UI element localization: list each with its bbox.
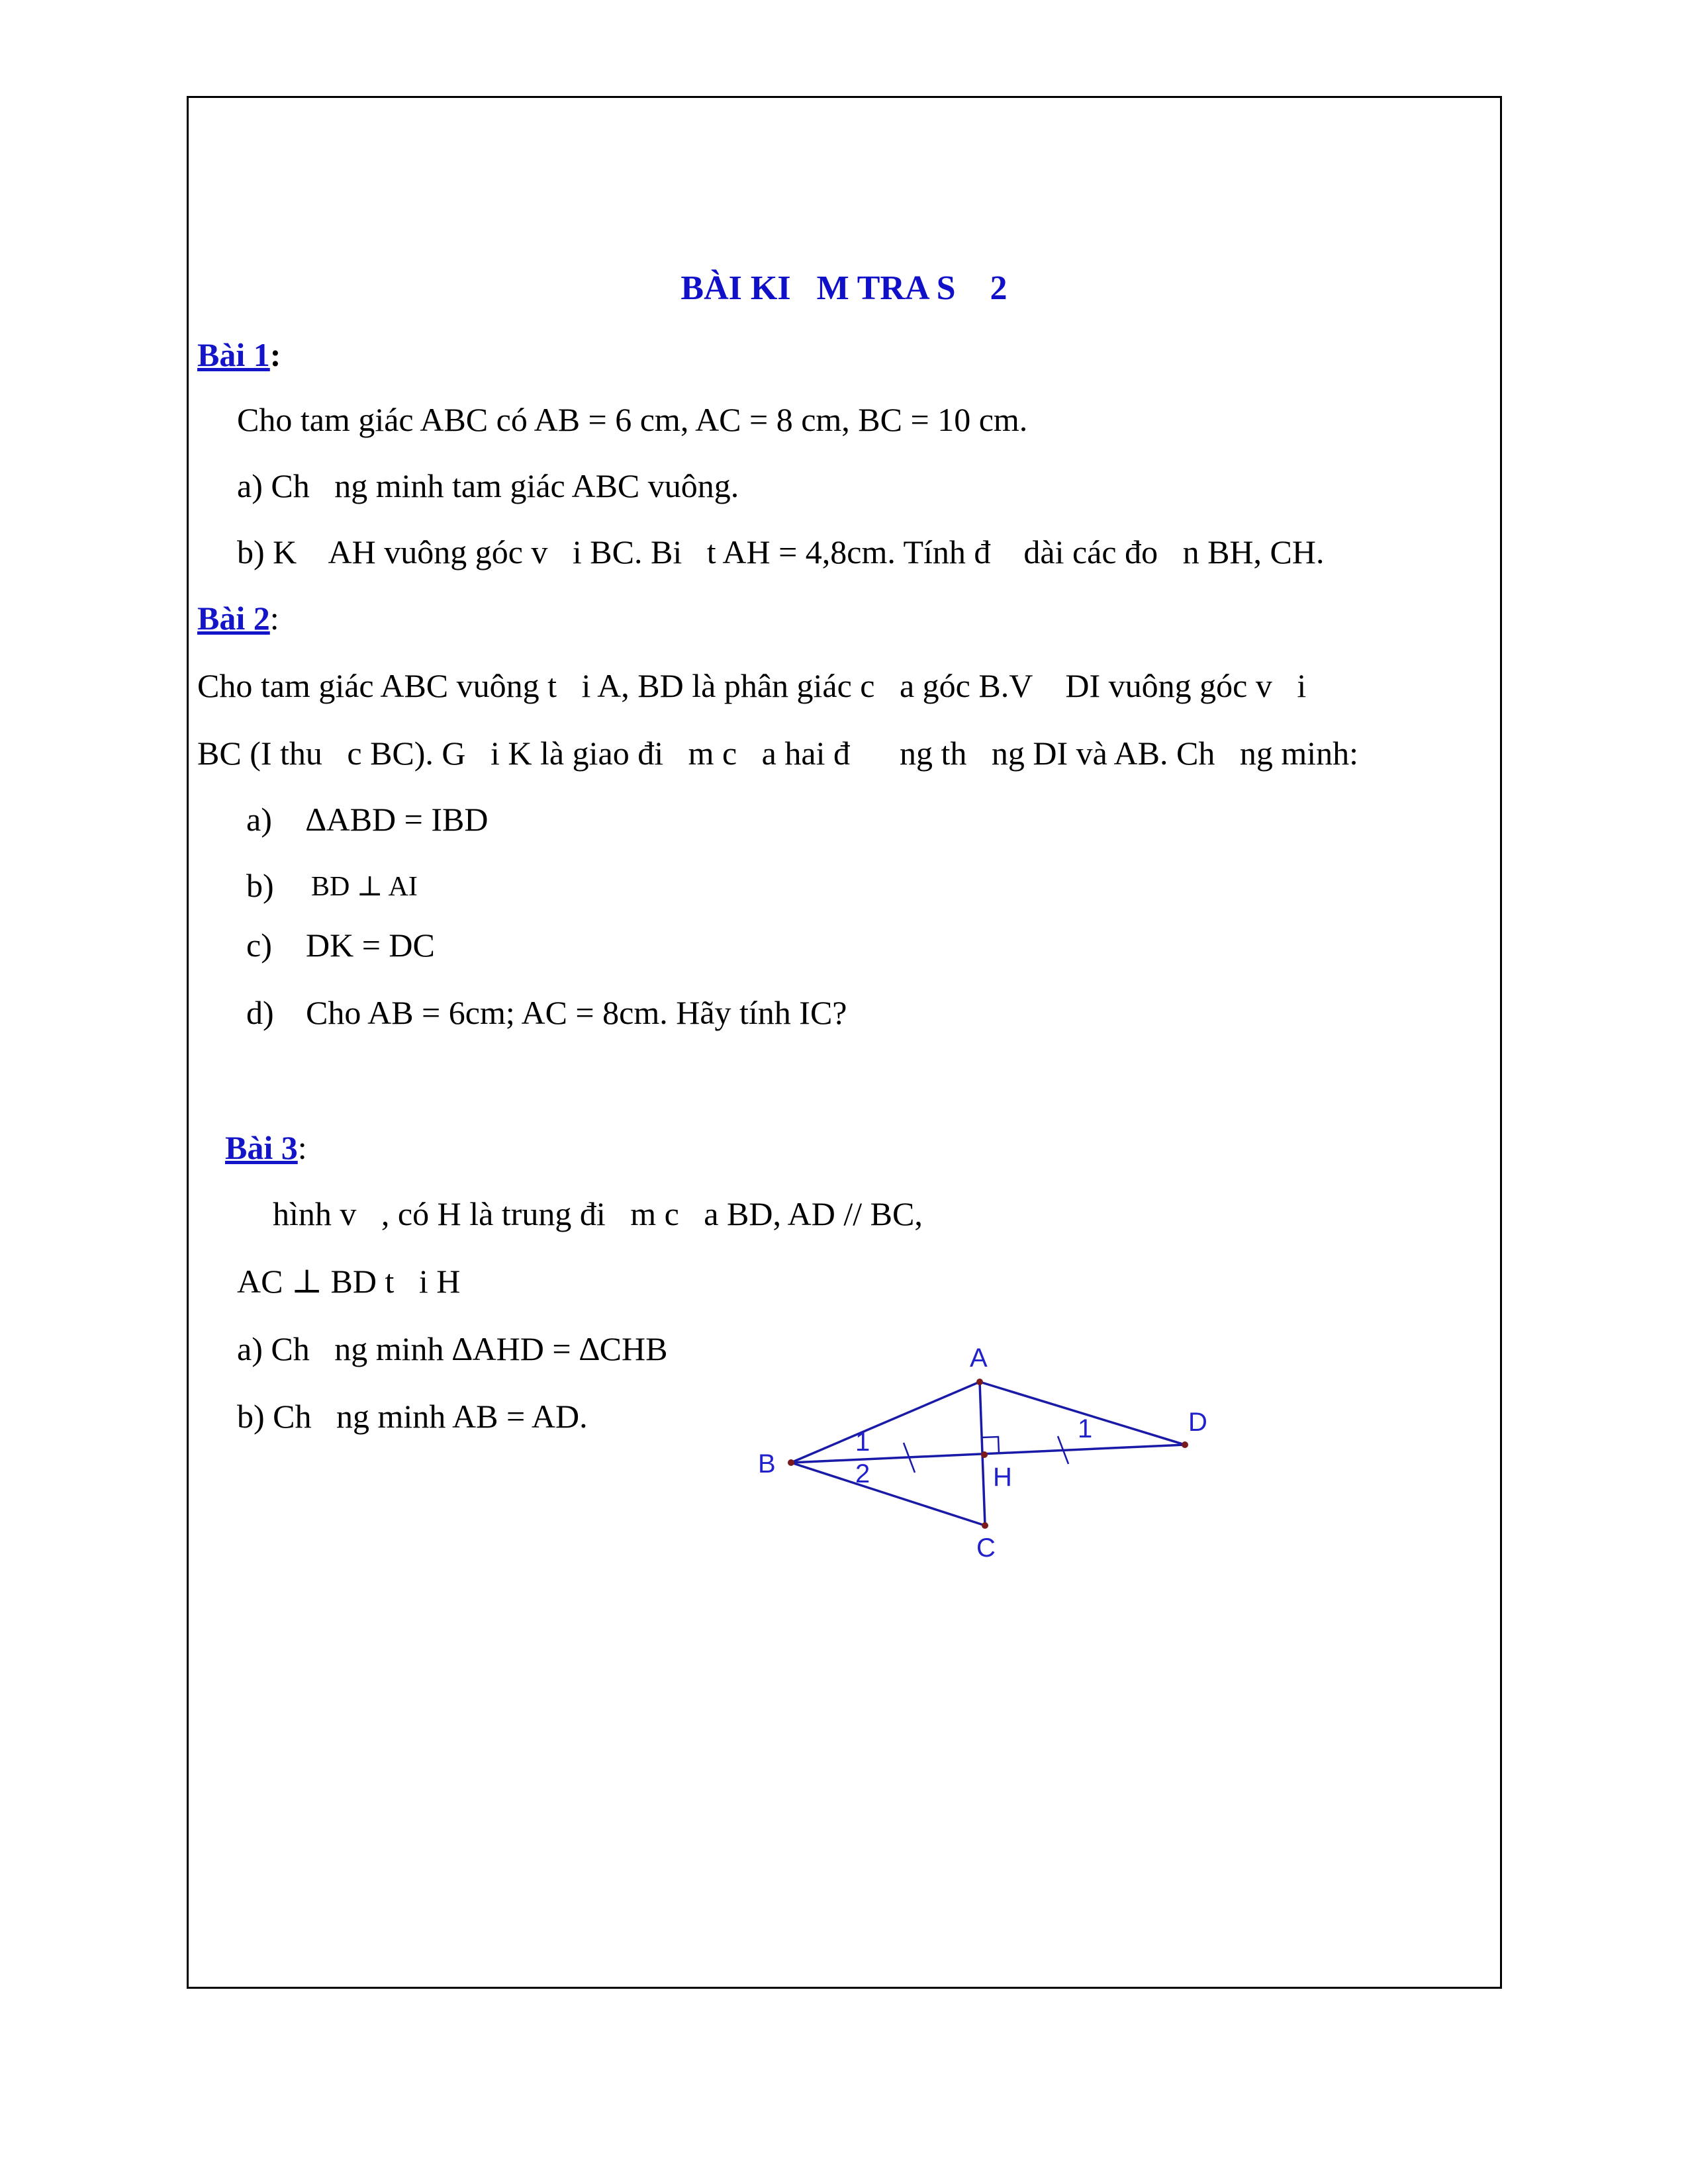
- segment-bd: [791, 1445, 1185, 1463]
- bai2-item-c-marker: c): [246, 927, 272, 964]
- bai3-label: Bài 3: [225, 1129, 298, 1166]
- label-c: C: [976, 1533, 996, 1563]
- point-h-dot: [981, 1451, 988, 1458]
- point-c-dot: [982, 1522, 988, 1529]
- bai3-line-1: hình v , có H là trung đi m c a BD, AD // BC,: [273, 1195, 923, 1232]
- bai1-colon: :: [269, 336, 281, 373]
- bai2-item-d-text: Cho AB = 6cm; AC = 8cm. Hãy tính IC?: [306, 994, 847, 1031]
- point-b-dot: [788, 1459, 794, 1466]
- bai2-item-d-marker: d): [246, 994, 274, 1031]
- point-a-dot: [976, 1379, 983, 1385]
- bai1-label: Bài 1: [197, 336, 270, 373]
- point-d-dot: [1182, 1441, 1188, 1448]
- bai2-item-a-marker: a): [246, 801, 272, 838]
- bai2-line-2: BC (I thu c BC). G i K là giao đi m c a hai đ ng th ng DI và AB. Ch ng minh:: [197, 735, 1359, 772]
- bai3-part-a: a) Ch ng minh ∆AHD = ∆CHB: [237, 1330, 668, 1367]
- bai1-intro: Cho tam giác ABC có AB = 6 cm, AC = 8 cm, BC = 10 cm.: [237, 401, 1028, 438]
- label-d: D: [1188, 1408, 1207, 1437]
- label-a: A: [970, 1343, 988, 1373]
- bai2-colon: :: [269, 600, 279, 637]
- bai3-part-b: b) Ch ng minh AB = AD.: [237, 1398, 588, 1435]
- segment-bc: [791, 1463, 985, 1525]
- label-h: H: [993, 1463, 1012, 1492]
- bai2-item-a-text: ∆ABD = IBD: [306, 801, 489, 838]
- bai2-item-b-text: BD ⊥ AI: [311, 872, 418, 902]
- bai2-line-1: Cho tam giác ABC vuông t i A, BD là phân giác c a góc B.V DI vuông góc v i: [197, 667, 1307, 704]
- segment-ba: [791, 1382, 980, 1463]
- page-title: BÀI KI M TRA S 2: [680, 269, 1008, 307]
- angle-mark-d1: 1: [1078, 1414, 1093, 1443]
- right-angle-mark: [982, 1437, 999, 1453]
- bai3-line-2: AC ⊥ BD t i H: [237, 1263, 461, 1300]
- bai1-part-b: b) K AH vuông góc v i BC. Bi t AH = 4,8cm. Tính đ dài các đo n BH, CH.: [237, 533, 1325, 570]
- bai2-item-c-text: DK = DC: [306, 927, 435, 964]
- bai2-label: Bài 2: [197, 600, 270, 637]
- label-b: B: [758, 1449, 776, 1479]
- bai2-item-b-marker: b): [246, 867, 274, 904]
- angle-mark-b1: 1: [855, 1428, 870, 1457]
- bai1-part-a: a) Ch ng minh tam giác ABC vuông.: [237, 467, 739, 504]
- angle-mark-b2: 2: [855, 1459, 870, 1488]
- bai3-colon: :: [297, 1129, 307, 1166]
